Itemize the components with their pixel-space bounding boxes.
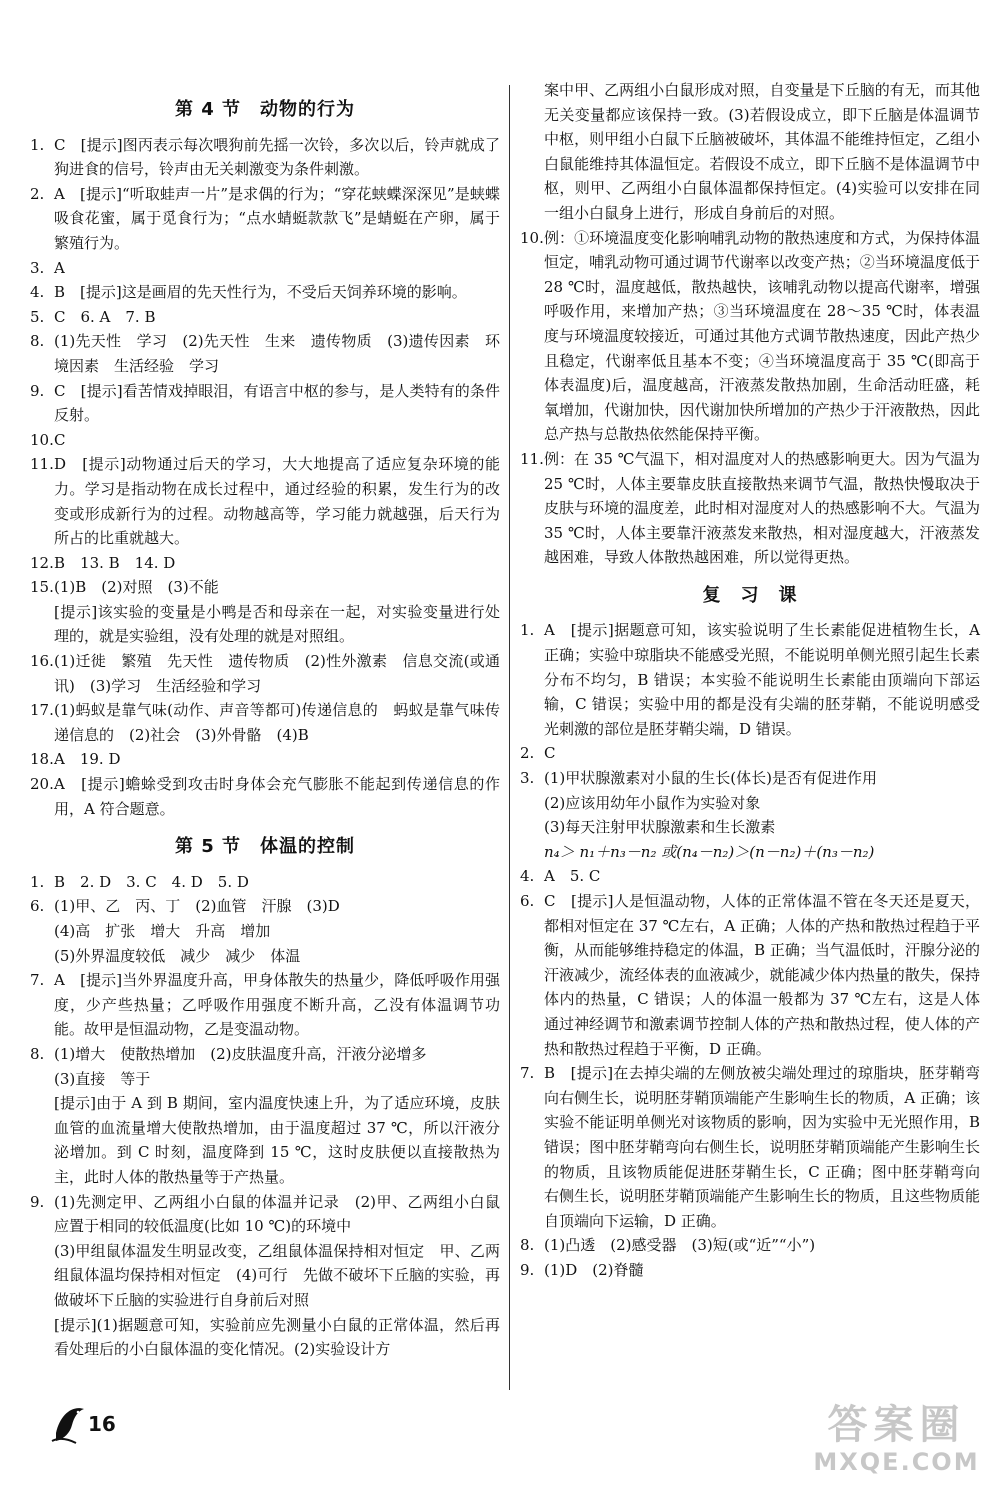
answer-number: 1. xyxy=(30,135,45,154)
answer-item xyxy=(30,551,500,576)
answer-item xyxy=(30,256,500,281)
answer-text: C [提示]图丙表示每次喂狗前先摇一次铃，多次以后，铃声就成了狗进食的信号，铃声由无关刺激变为条件刺激。 xyxy=(54,135,500,179)
answer-text: (1)凸透 (2)感受器 (3)短(或“近”“小”) xyxy=(544,1236,816,1255)
answer-number: 8. xyxy=(30,1044,45,1063)
answer-item xyxy=(520,889,980,1061)
section-5-answers xyxy=(30,870,500,1362)
answer-text: B [提示]这是画眉的先天性行为，不受后天饲养环境的影响。 xyxy=(54,283,467,302)
answer-item xyxy=(520,766,980,791)
answer-item xyxy=(520,815,980,840)
section-4-title: 第 4 节 动物的行为 xyxy=(174,99,356,120)
answer-item xyxy=(30,968,500,1042)
answer-item xyxy=(30,379,500,428)
answer-item xyxy=(30,133,500,182)
answer-text: [提示]该实验的变量是小鸭是否和母亲在一起，对实验变量进行处理的，就是实验组，没有处理的就是对照组。 xyxy=(54,602,500,646)
answer-number: 2. xyxy=(520,744,535,763)
answer-text: C 6. A 7. B xyxy=(54,307,156,326)
answer-item xyxy=(30,747,500,772)
answer-text: C [提示]看苦情戏掉眼泪，有语言中枢的参与，是人类特有的条件反射。 xyxy=(54,381,500,425)
answer-text: (1)迁徙 繁殖 先天性 遗传物质 (2)性外激素 信息交流(或通讯) (3)学习 生活经验和学习 xyxy=(54,652,500,695)
answer-item xyxy=(30,428,500,453)
answer-text: D [提示]动物通过后天的学习，大大地提高了适应复杂环境的能力。学习是指动物在成长过程中，通过经验的积累，发生行为的改变或形成新行为的过程。动物越高等，学习能力就越强，后天行为所占的比重就越大。 xyxy=(54,455,500,548)
answer-text: A [提示]蟾蜍受到攻击时身体会充气膨胀不能起到传递信息的作用，A 符合题意。 xyxy=(54,775,500,818)
answer-item xyxy=(30,452,500,550)
answer-text: (3)每天注射甲状腺激素和生长激素 xyxy=(544,818,776,837)
answer-text: A 5. C xyxy=(544,867,601,886)
answer-number: 8. xyxy=(520,1236,535,1255)
watermark-top-text: 答案圈 xyxy=(827,1402,966,1448)
section-5-title: 第 5 节 体温的控制 xyxy=(174,836,356,858)
answer-number: 9. xyxy=(30,1192,45,1211)
answer-text: C xyxy=(544,744,556,763)
answer-item xyxy=(30,649,500,698)
review-answers xyxy=(520,618,980,1282)
answer-item xyxy=(30,1190,500,1239)
answer-item xyxy=(520,447,980,570)
answer-number: 11. xyxy=(520,449,544,468)
answer-item xyxy=(30,280,500,305)
answer-item xyxy=(520,791,980,816)
answer-item xyxy=(30,329,500,378)
answer-text: A xyxy=(54,258,65,277)
answer-item xyxy=(520,618,980,741)
page-number: 16 xyxy=(88,1412,116,1436)
answer-item xyxy=(30,772,500,821)
answer-item xyxy=(520,741,980,766)
answer-text: A [提示]“听取蛙声一片”是求偶的行为；“穿花蛱蝶深深见”是蛱蝶吸食花蜜，属于觅食行为；“点水蜻蜓款款飞”是蜻蜓在产卵，属于繁殖行为。 xyxy=(54,184,500,252)
right-column xyxy=(520,78,980,1283)
dolphin-logo-icon xyxy=(50,1395,90,1445)
answer-text: (1)先测定甲、乙两组小白鼠的体温并记录 (2)甲、乙两组小白鼠应置于相同的较低温度(比如 10 ℃)的环境中 xyxy=(54,1192,500,1236)
answer-text: C xyxy=(54,430,66,449)
answer-text: (1)蚂蚁是靠气味(动作、声音等都可)传递信息的 蚂蚁是靠气味传递信息的 (2)社会 (3)外骨骼 (4)B xyxy=(54,701,500,744)
answer-item xyxy=(30,600,500,649)
answer-text: A [提示]当外界温度升高，甲身体散失的热量少，降低呼吸作用强度，少产些热量；乙呼吸作用强度不断升高，乙没有体温调节功能。故甲是恒温动物，乙是变温动物。 xyxy=(54,971,500,1039)
column-divider xyxy=(509,85,510,1390)
answer-item xyxy=(30,1042,500,1067)
answer-item xyxy=(520,1233,980,1258)
answer-text: n₄＞ n₁＋n₃－n₂ 或(n₄－n₂)＞(n－n₂)＋(n₃－n₂) xyxy=(544,842,875,861)
watermark-bottom-text: MXQE.COM xyxy=(813,1448,980,1476)
answer-text: B 13. B 14. D xyxy=(54,553,176,572)
answer-item xyxy=(30,1067,500,1092)
answer-number: 10. xyxy=(30,430,54,449)
answer-item xyxy=(520,1258,980,1283)
answer-item xyxy=(30,1239,500,1313)
answer-number: 5. xyxy=(30,307,45,326)
answer-item xyxy=(30,944,500,969)
answer-number: 18. xyxy=(30,750,54,769)
answer-text: (1)增大 使散热增加 (2)皮肤温度升高，汗液分泌增多 xyxy=(54,1044,427,1063)
answer-text: C [提示]人是恒温动物，人体的正常体温不管在冬天还是夏天，都相对恒定在 37 ℃左右，A 正确；人体的产热和散热过程趋于平衡，从而能够维持稳定的体温，B 正确；当气温低时，汗腺分泌的汗液减少，流经体表的血液减少，就能减少体内热量的散失，保持体内的热量，C 错误；人的体温一般都为 37 ℃左右，这是人体通过神经调节和激素调节控制人体的产热和散热过程，使人体的产热和散热过程趋于平衡，D 正确。 xyxy=(544,892,981,1058)
answer-number: 10. xyxy=(520,228,544,247)
answer-item xyxy=(30,894,500,919)
answer-text: (1)甲、乙 丙、丁 (2)血管 汗腺 (3)D xyxy=(54,897,340,916)
answer-number: 11. xyxy=(30,455,54,474)
answer-number: 2. xyxy=(30,184,45,203)
answer-text: A 19. D xyxy=(54,750,121,769)
review-title: 复 习 课 xyxy=(702,584,798,606)
answer-number: 12. xyxy=(30,553,54,572)
answer-item xyxy=(30,919,500,944)
answer-item xyxy=(30,305,500,330)
answer-text: (4)高 扩张 增大 升高 增加 xyxy=(54,922,271,940)
answer-text: [提示](1)据题意可知，实验前应先测量小白鼠的正常体温，然后再看处理后的小白鼠体温的变化情况。(2)实验设计方 xyxy=(54,1315,500,1359)
answer-text: (3)直接 等于 xyxy=(54,1069,151,1088)
answer-text: 例：在 35 ℃气温下，相对温度对人的热感影响更大。因为气温为 25 ℃时，人体主要靠皮肤直接散热来调节气温，散热快慢取决于皮肤与环境的温度差，此时相对湿度对人的热感影响不大。气温为 35 ℃时，人体主要靠汗液蒸发来散热，相对湿度越大，汗液蒸发越困难，导致人体散热越困难，所以觉得更热。 xyxy=(544,449,980,567)
answer-item xyxy=(30,575,500,600)
answer-item xyxy=(30,182,500,256)
answer-text: A [提示]据题意可知，该实验说明了生长素能促进植物生长，A 正确；实验中琼脂块不能感受光照，不能说明单侧光照引起生长素分布不均匀，B 错误；本实验不能说明生长素能由顶端向下部运输，C 错误；实验中用的都是没有尖端的胚芽鞘，不能说明感受光刺激的部位是胚芽鞘尖端，D 错误。 xyxy=(544,621,980,738)
answer-number: 6. xyxy=(30,897,45,916)
answer-text: (3)甲组鼠体温发生明显改变，乙组鼠体温保持相对恒定 甲、乙两组鼠体温均保持相对恒定 (4)可行 先做不破坏下丘脑的实验，再做破坏下丘脑的实验进行自身前后对照 xyxy=(54,1241,500,1309)
answer-text: (5)外界温度较低 减少 减少 体温 xyxy=(54,946,301,965)
answer-number: 4. xyxy=(30,283,45,302)
answer-text: (2)应该用幼年小鼠作为实验对象 xyxy=(544,793,761,812)
answer-item xyxy=(30,1313,500,1362)
answer-number: 3. xyxy=(520,769,535,788)
answer-item xyxy=(30,698,500,747)
answer-item xyxy=(520,226,980,447)
answer-number: 9. xyxy=(520,1260,535,1279)
answer-text: [提示]由于 A 到 B 期间，室内温度快速上升，为了适应环境，皮肤血管的血流量增大使散热增加，由于温度超过 37 ℃，所以汗液分泌增加。到 C 时刻，温度降到 15 ℃，这时皮肤便以直接散热为主，此时人体的散热量等于产热量。 xyxy=(54,1094,500,1186)
answer-number: 8. xyxy=(30,332,45,351)
answer-item xyxy=(30,1091,500,1189)
answer-number: 16. xyxy=(30,652,54,671)
watermark-logo xyxy=(809,1401,984,1481)
answer-item xyxy=(520,864,980,889)
answer-number: 1. xyxy=(30,872,45,891)
answer-item xyxy=(520,840,980,865)
answer-item xyxy=(30,870,500,895)
answer-text: (1)先天性 学习 (2)先天性 生来 遗传物质 (3)遗传因素 环境因素 生活经验 学习 xyxy=(54,332,500,375)
answer-number: 20. xyxy=(30,775,54,794)
continued-hint: 案中甲、乙两组小白鼠形成对照，自变量是下丘脑的有无，而其他无关变量都应该保持一致。(3)若假设成立，即下丘脑是体温调节中枢，则甲组小白鼠下丘脑被破坏，其体温不能维持恒定，乙组小白鼠能维持其体温恒定。若假设不成立，即下丘脑不是体温调节中枢，则甲、乙两组小白鼠体温都保持恒定。(4)实验可以安排在同一组小白鼠身上进行，形成自身前后的对照。 xyxy=(544,81,980,222)
answer-number: 7. xyxy=(30,971,45,990)
answer-text: B [提示]在去掉尖端的左侧放被尖端处理过的琼脂块，胚芽鞘弯向右侧生长，说明胚芽鞘顶端能产生影响生长的物质，A 正确；该实验不能证明单侧光对该物质的影响，因为实验中无光照作用，B 错误；图中胚芽鞘弯向右侧生长，说明胚芽鞘顶端能产生影响生长的物质，且该物质能促进胚芽鞘生长，C 正确；图中胚芽鞘弯向右侧生长，说明胚芽鞘顶端能产生影响生长的物质，且这些物质能自顶端向下运输，D 正确。 xyxy=(544,1064,980,1230)
answer-number: 3. xyxy=(30,258,45,277)
left-column xyxy=(30,92,500,1362)
answer-number: 1. xyxy=(520,621,535,640)
section-5-answers-continued xyxy=(520,226,980,570)
answer-number: 4. xyxy=(520,867,535,886)
answer-text: (1)B (2)对照 (3)不能 xyxy=(54,578,219,597)
answer-text: (1)D (2)脊髓 xyxy=(544,1260,644,1279)
answer-text: B 2. D 3. C 4. D 5. D xyxy=(54,872,249,891)
answer-number: 17. xyxy=(30,701,54,720)
answer-text: 例：①环境温度变化影响哺乳动物的散热速度和方式，为保持体温恒定，哺乳动物可通过调节代谢率以改变产热；②当环境温度低于 28 ℃时，温度越低，散热越快，该哺乳动物以提高代谢率，增强呼吸作用，来增加产热；③当环境温度在 28～35 ℃时，体表温度与环境温度较接近，可通过其他方式调节散热速度，因此产热少且稳定，代谢率低且基本不变；④当环境温度高于 35 ℃(即高于体表温度)后，温度越高，汗液蒸发散热加剧，生命活动旺盛，耗氧增加，代谢加快，因代谢加快所增加的产热少于汗液散热，因此总产热与总散热依然能保持平衡。 xyxy=(544,228,980,444)
answer-number: 6. xyxy=(520,892,535,910)
answer-number: 9. xyxy=(30,381,45,400)
answer-number: 15. xyxy=(30,578,54,597)
section-4-answers xyxy=(30,133,500,822)
answer-number: 7. xyxy=(520,1064,535,1083)
answer-item xyxy=(520,1061,980,1233)
answer-text: (1)甲状腺激素对小鼠的生长(体长)是否有促进作用 xyxy=(544,769,877,788)
